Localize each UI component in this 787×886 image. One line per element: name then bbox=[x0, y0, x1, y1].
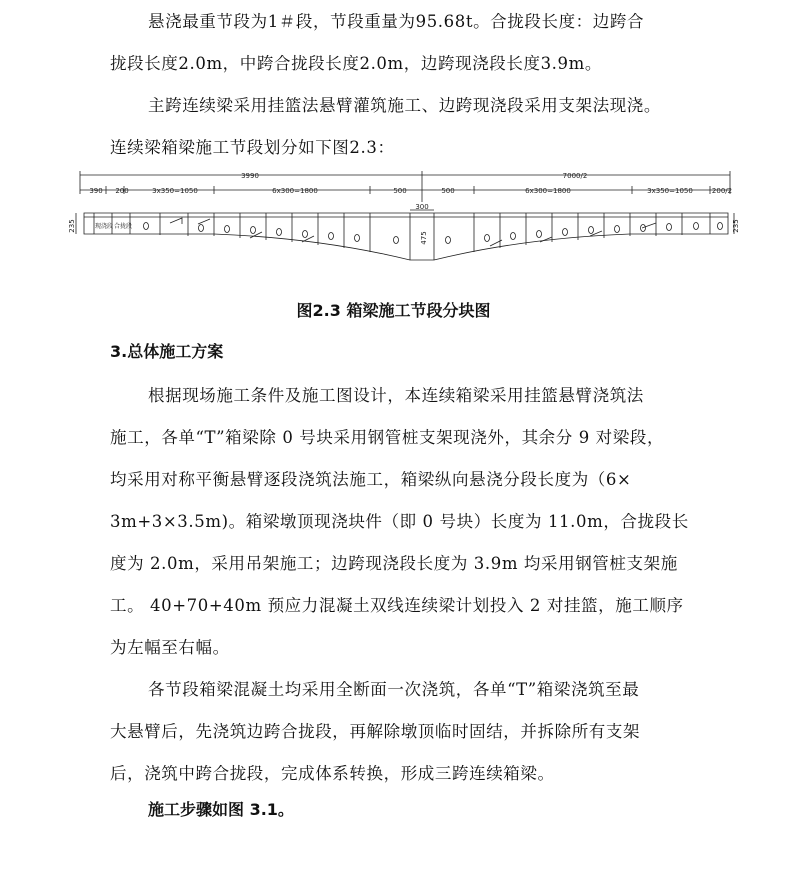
section-line-4: 3m+3×3.5m)。箱梁墩顶现浇块件（即 0 号块）长度为 11.0m，合拢段长 bbox=[110, 512, 689, 531]
paragraph-1-line-2: 拢段长度2.0m，中跨合拢段长度2.0m，边跨现浇段长度3.9m。 bbox=[110, 54, 602, 73]
section-heading: 3.总体施工方案 bbox=[110, 342, 224, 361]
construction-steps-reference: 施工步骤如图 3.1。 bbox=[148, 800, 294, 819]
dim-right-1: 6x300=1800 bbox=[525, 187, 571, 195]
dim-left-3: 6x300=1800 bbox=[272, 187, 318, 195]
height-left-dim: 235 bbox=[68, 219, 76, 233]
section-line-7: 为左幅至右幅。 bbox=[110, 638, 230, 657]
dim-left-0: 390 bbox=[89, 187, 103, 195]
figure-caption: 图2.3 箱梁施工节段分块图 bbox=[296, 301, 491, 320]
dim-left-2: 3x350=1050 bbox=[152, 187, 198, 195]
dim-left-1: 200 bbox=[115, 187, 129, 195]
height-right-dim: 235 bbox=[732, 219, 740, 233]
dim-right-2: 3x350=1050 bbox=[647, 187, 693, 195]
height-pier-dim: 475 bbox=[420, 231, 428, 245]
paragraph-1-line-1: 悬浇最重节段为1＃段，节段重量为95.68t。合拢段长度：边跨合 bbox=[148, 12, 645, 31]
dim-right-0: 500 bbox=[441, 187, 455, 195]
section-line-5: 度为 2.0m，采用吊架施工；边跨现浇段长度为 3.9m 均采用钢管桩支架施 bbox=[110, 554, 678, 573]
overall-right-dim: 7000/2 bbox=[562, 172, 588, 180]
dim-left-4: 500 bbox=[393, 187, 407, 195]
pier-width-dim: 300 bbox=[415, 203, 429, 211]
section-line-3: 均采用对称平衡悬臂逐段浇筑法施工，箱梁纵向悬浇分段长度为（6× bbox=[110, 470, 632, 489]
box-girder-segment-diagram bbox=[70, 168, 740, 260]
end-label-left-1: 现浇段 bbox=[95, 223, 114, 230]
section-line-9: 大悬臂后，先浇筑边跨合拢段，再解除墩顶临时固结，并拆除所有支架 bbox=[110, 722, 641, 741]
section-line-2: 施工，各单“T”箱梁除 0 号块采用钢管桩支架现浇外，其余分 9 对梁段， bbox=[110, 428, 665, 447]
section-line-8: 各节段箱梁混凝土均采用全断面一次浇筑，各单“T”箱梁浇筑至最 bbox=[148, 680, 640, 699]
paragraph-2-line-2: 连续梁箱梁施工节段划分如下图2.3： bbox=[110, 138, 395, 157]
end-label-left-2: 合拢段 bbox=[114, 223, 133, 230]
paragraph-2-line-1: 主跨连续梁采用挂篮法悬臂灌筑施工、边跨现浇段采用支架法现浇。 bbox=[148, 96, 661, 115]
section-line-1: 根据现场施工条件及施工图设计，本连续箱梁采用挂篮悬臂浇筑法 bbox=[148, 386, 644, 405]
dim-right-3: 200/2 bbox=[711, 187, 733, 195]
section-line-10: 后，浇筑中跨合拢段，完成体系转换，形成三跨连续箱梁。 bbox=[110, 764, 555, 783]
overall-left-dim: 3990 bbox=[241, 172, 259, 180]
section-line-6: 工。 40+70+40m 预应力混凝土双线连续梁计划投入 2 对挂篮，施工顺序 bbox=[110, 596, 684, 615]
